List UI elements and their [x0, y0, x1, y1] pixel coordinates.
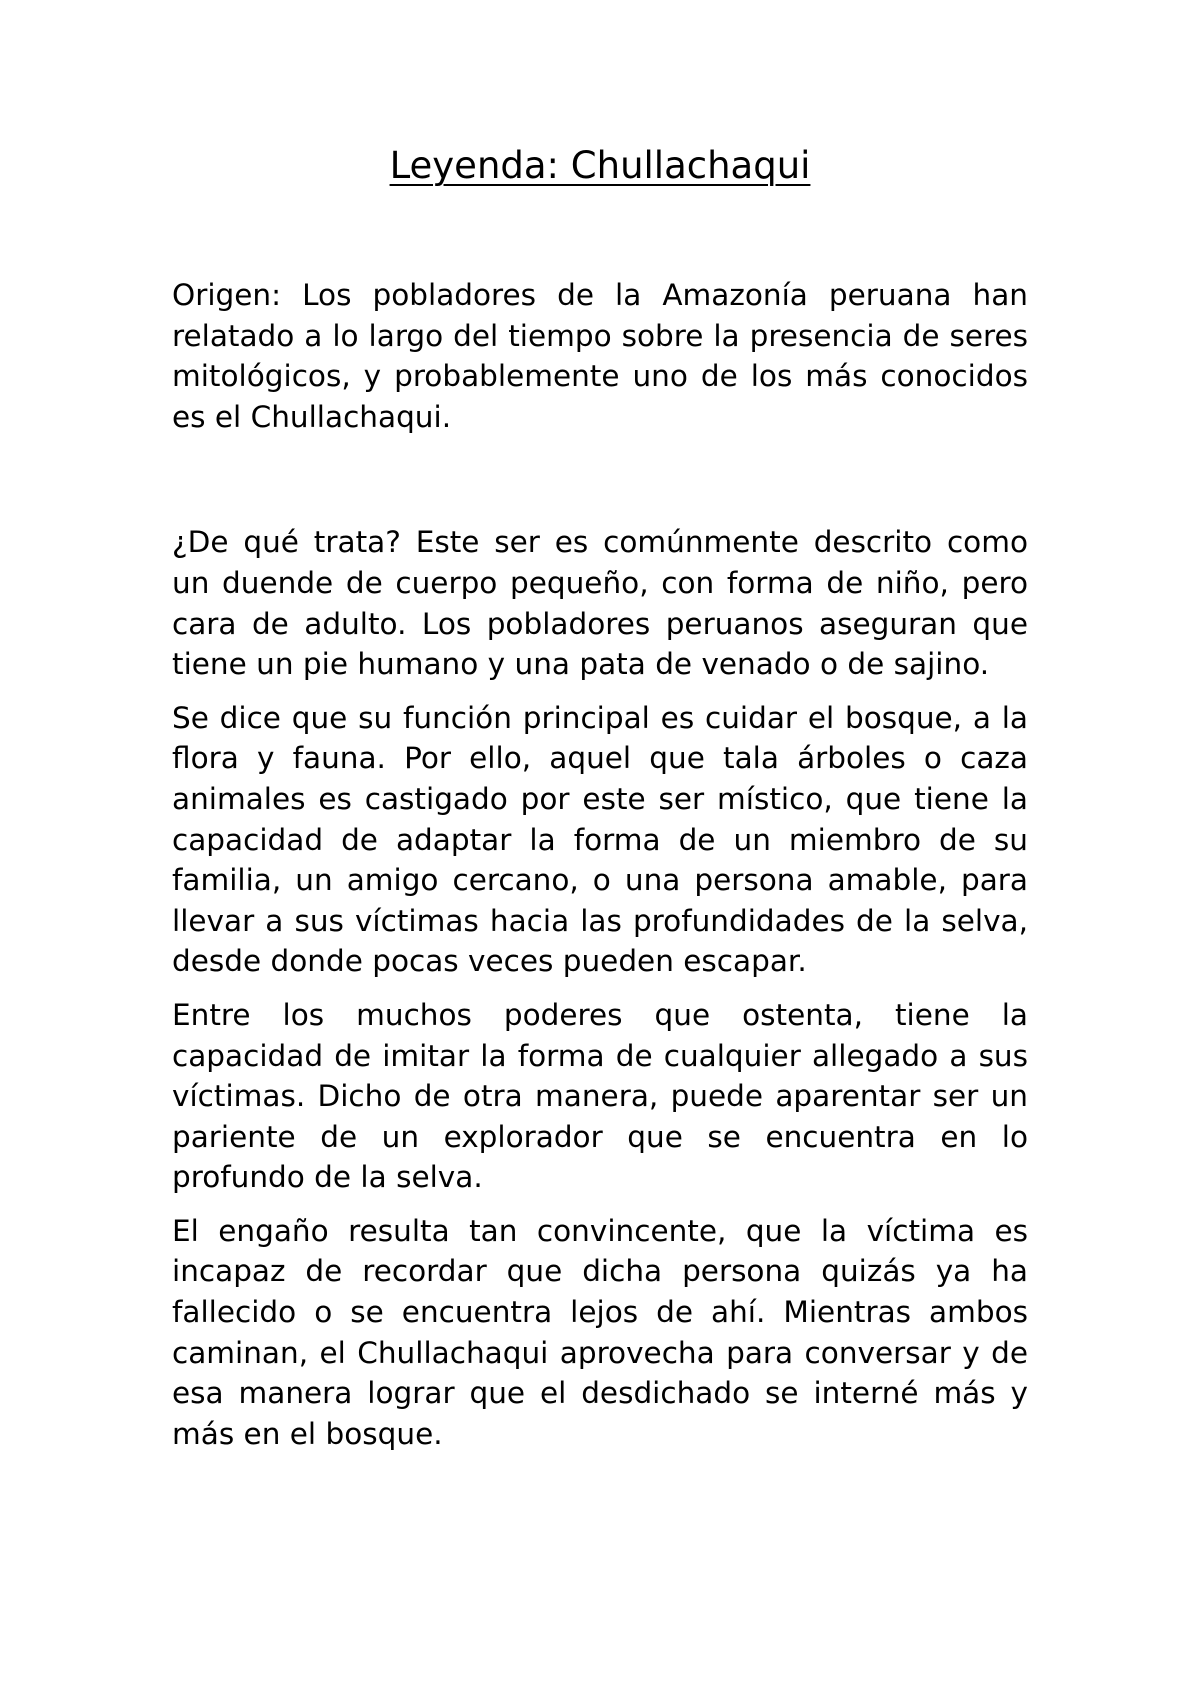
paragraph-engano: El engaño resulta tan convincente, que la víctima es incapaz de recordar que dicha persona quizás ya ha fallecido o se encuentra lejos de ahí. Mientras ambos caminan, el Chullachaqui aprovecha para conversar y de esa manera lograr que el desdichado se interné más y más en el bosque.: [172, 1213, 1028, 1451]
document-title-text: Leyenda: Chullachaqui: [389, 144, 811, 187]
document-title: [0, 143, 1200, 189]
paragraph-origen: Origen: Los pobladores de la Amazonía peruana han relatado a lo largo del tiempo sobre la presencia de seres mitológicos, y probablemente uno de los más conocidos es el Chullachaqui.: [172, 278, 1028, 434]
paragraph-poderes: Entre los muchos poderes que ostenta, tiene la capacidad de imitar la forma de cualquier allegado a sus víctimas. Dicho de otra manera, puede aparentar ser un pariente de un explorador que se encuentra en lo profundo de la selva.: [172, 997, 1028, 1195]
paragraph-de-que-trata: ¿De qué trata? Este ser es comúnmente descrito como un duende de cuerpo pequeño, con forma de niño, pero cara de adulto. Los pobladores peruanos aseguran que tiene un pie humano y una pata de venado o de sajino.: [172, 525, 1028, 682]
paragraph-funcion: Se dice que su función principal es cuidar el bosque, a la flora y fauna. Por ello, aquel que tala árboles o caza animales es castigado por este ser místico, que tiene la capacidad de adaptar la forma de un miembro de su familia, un amigo cercano, o una persona amable, para llevar a sus víctimas hacia las profundidades de la selva, desde donde pocas veces pueden escapar.: [172, 700, 1028, 979]
document-body: [172, 275, 1028, 1454]
